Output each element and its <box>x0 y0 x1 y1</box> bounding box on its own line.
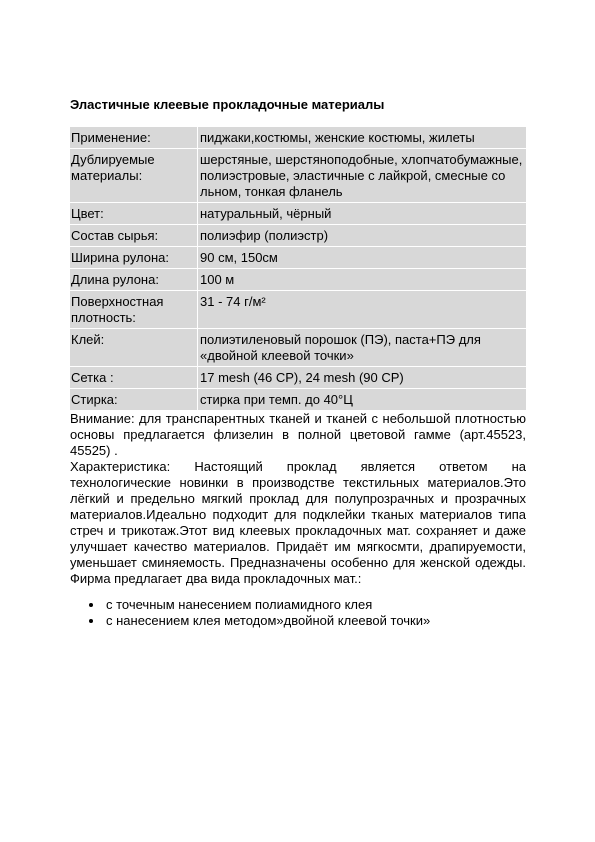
spec-row-color <box>70 203 526 224</box>
spec-value: полиэтиленовый порошок (ПЭ), паста+ПЭ для «двойной клеевой точки» <box>197 329 526 366</box>
spec-label: Применение: <box>70 127 197 148</box>
bullet-list <box>70 597 526 629</box>
characteristic-paragraph: Характеристика: Настоящий проклад является ответом на технологические новинки в производстве текстильных материалов.Это лёгкий и предельно мягкий проклад для полупрозрачных и прозрачных материалов.Идеально подходит для подклейки тканых материалов типа стреч и трикотаж.Этот вид клеевых прокладочных мат. сохраняет и даже улучшает качество материалов. Придаёт им мягкосмти, драпируемости, уменьшает сминяемость. Предназначены особенно для женской одежды. Фирма предлагает два вида прокладочных мат.: <box>70 459 526 586</box>
spec-table <box>70 126 526 411</box>
spec-row-glue <box>70 329 526 366</box>
spec-value: 31 - 74 г/м² <box>197 291 526 328</box>
spec-label: Длина рулона: <box>70 269 197 290</box>
spec-label: Дублируемые материалы: <box>70 149 197 202</box>
spec-value: 100 м <box>197 269 526 290</box>
spec-value: 17 mesh (46 CP), 24 mesh (90 CP) <box>197 367 526 388</box>
spec-value: стирка при темп. до 40°Ц <box>197 389 526 410</box>
spec-value: полиэфир (полиэстр) <box>197 225 526 246</box>
notice-paragraph: Внимание: для транспарентных тканей и тканей с небольшой плотностью основы предлагается флизелин в полной цветовой гамме (арт.45523, 45525) . <box>70 411 526 458</box>
spec-label: Сетка : <box>70 367 197 388</box>
spec-value: шерстяные, шерстяноподобные, хлопчатобумажные, полиэстровые, эластичные с лайкрой, смесные со льном, тонкая фланель <box>197 149 526 202</box>
spec-value: натуральный, чёрный <box>197 203 526 224</box>
bullet-dot-icon <box>89 619 93 623</box>
spec-row-washing <box>70 389 526 410</box>
spec-row-fused-materials <box>70 149 526 202</box>
list-item <box>70 597 526 613</box>
spec-label: Состав сырья: <box>70 225 197 246</box>
list-item <box>70 613 526 629</box>
bullet-dot-icon <box>89 603 93 607</box>
spec-label: Поверхностная плотность: <box>70 291 197 328</box>
spec-value: пиджаки,костюмы, женские костюмы, жилеты <box>197 127 526 148</box>
spec-row-composition <box>70 225 526 246</box>
spec-label: Цвет: <box>70 203 197 224</box>
spec-row-roll-length <box>70 269 526 290</box>
spec-row-mesh <box>70 367 526 388</box>
spec-value: 90 см, 150см <box>197 247 526 268</box>
spec-row-roll-width <box>70 247 526 268</box>
spec-label: Клей: <box>70 329 197 366</box>
document-title: Эластичные клеевые прокладочные материалы <box>70 97 385 112</box>
document-page <box>70 97 526 629</box>
spec-row-application <box>70 127 526 148</box>
spec-label: Ширина рулона: <box>70 247 197 268</box>
list-item-text: с нанесением клея методом»двойной клеевой точки» <box>106 613 431 628</box>
list-item-text: с точечным нанесением полиамидного клея <box>106 597 373 612</box>
spec-row-density <box>70 291 526 328</box>
spec-label: Стирка: <box>70 389 197 410</box>
